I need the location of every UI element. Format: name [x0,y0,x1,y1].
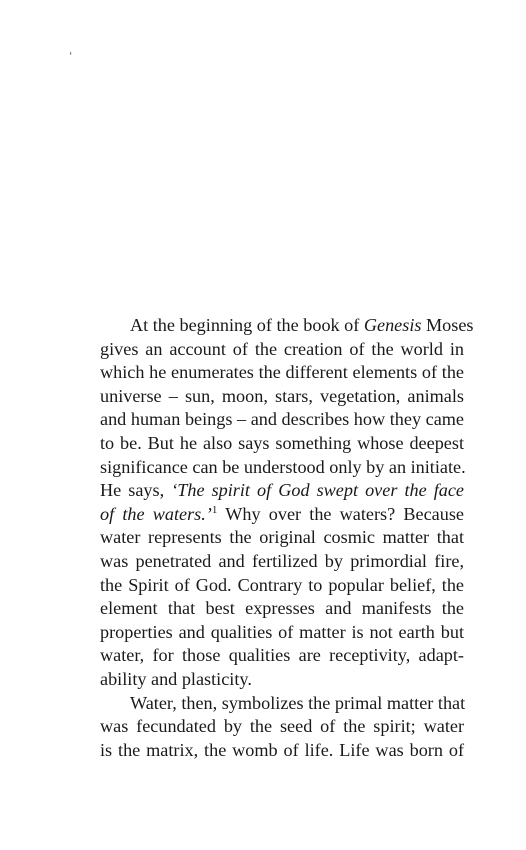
text-line: water, for those qualities are receptivity, adapt- [100,645,464,666]
text-line: and human beings – and describes how they came [100,409,464,430]
text-line: is the matrix, the womb of life. Life was born of [100,739,464,760]
text-line: universe – sun, moon, stars, vegetation, animals [100,385,464,406]
text-run: At the beginning of the book of [130,315,364,335]
text-run: He says, [100,480,172,501]
text-line: element that best expresses and manifests the [100,598,464,619]
text-line: to be. But he also says something whose deepest [100,432,464,453]
text-line [70,503,464,527]
footnote-marker: 1 [211,503,218,516]
text-line: was penetrated and fertilized by primordial fire, [100,550,464,571]
text-run: Why over the waters? Because [217,503,464,524]
text-line: was fecundated by the seed of the spirit; water [100,716,464,737]
text-line: water represents the original cosmic matter that [100,527,464,548]
quotation: of the waters.’ [100,503,212,524]
text-line [70,479,464,503]
text-line: which he enumerates the different elements of the [100,362,464,383]
quotation: ‘The spirit of God swept over the face [171,480,464,501]
text-line: ability and plasticity. [100,668,252,689]
corner-mark: ‘ [69,51,73,62]
text-line: gives an account of the creation of the world in [100,338,464,359]
text-line: Water, then, symbolizes the primal matter that [130,692,466,713]
text-line: significance can be understood only by an initiate. [100,456,466,477]
book-title: Genesis [363,315,422,335]
body-text [70,314,474,762]
paragraph-1 [70,314,474,692]
text-line: properties and qualities of matter is not earth but [100,621,464,642]
text-line [70,314,474,338]
text-line: the Spirit of God. Contrary to popular belief, the [100,574,464,595]
paragraph-2 [70,692,464,763]
text-run: Moses [421,315,474,335]
